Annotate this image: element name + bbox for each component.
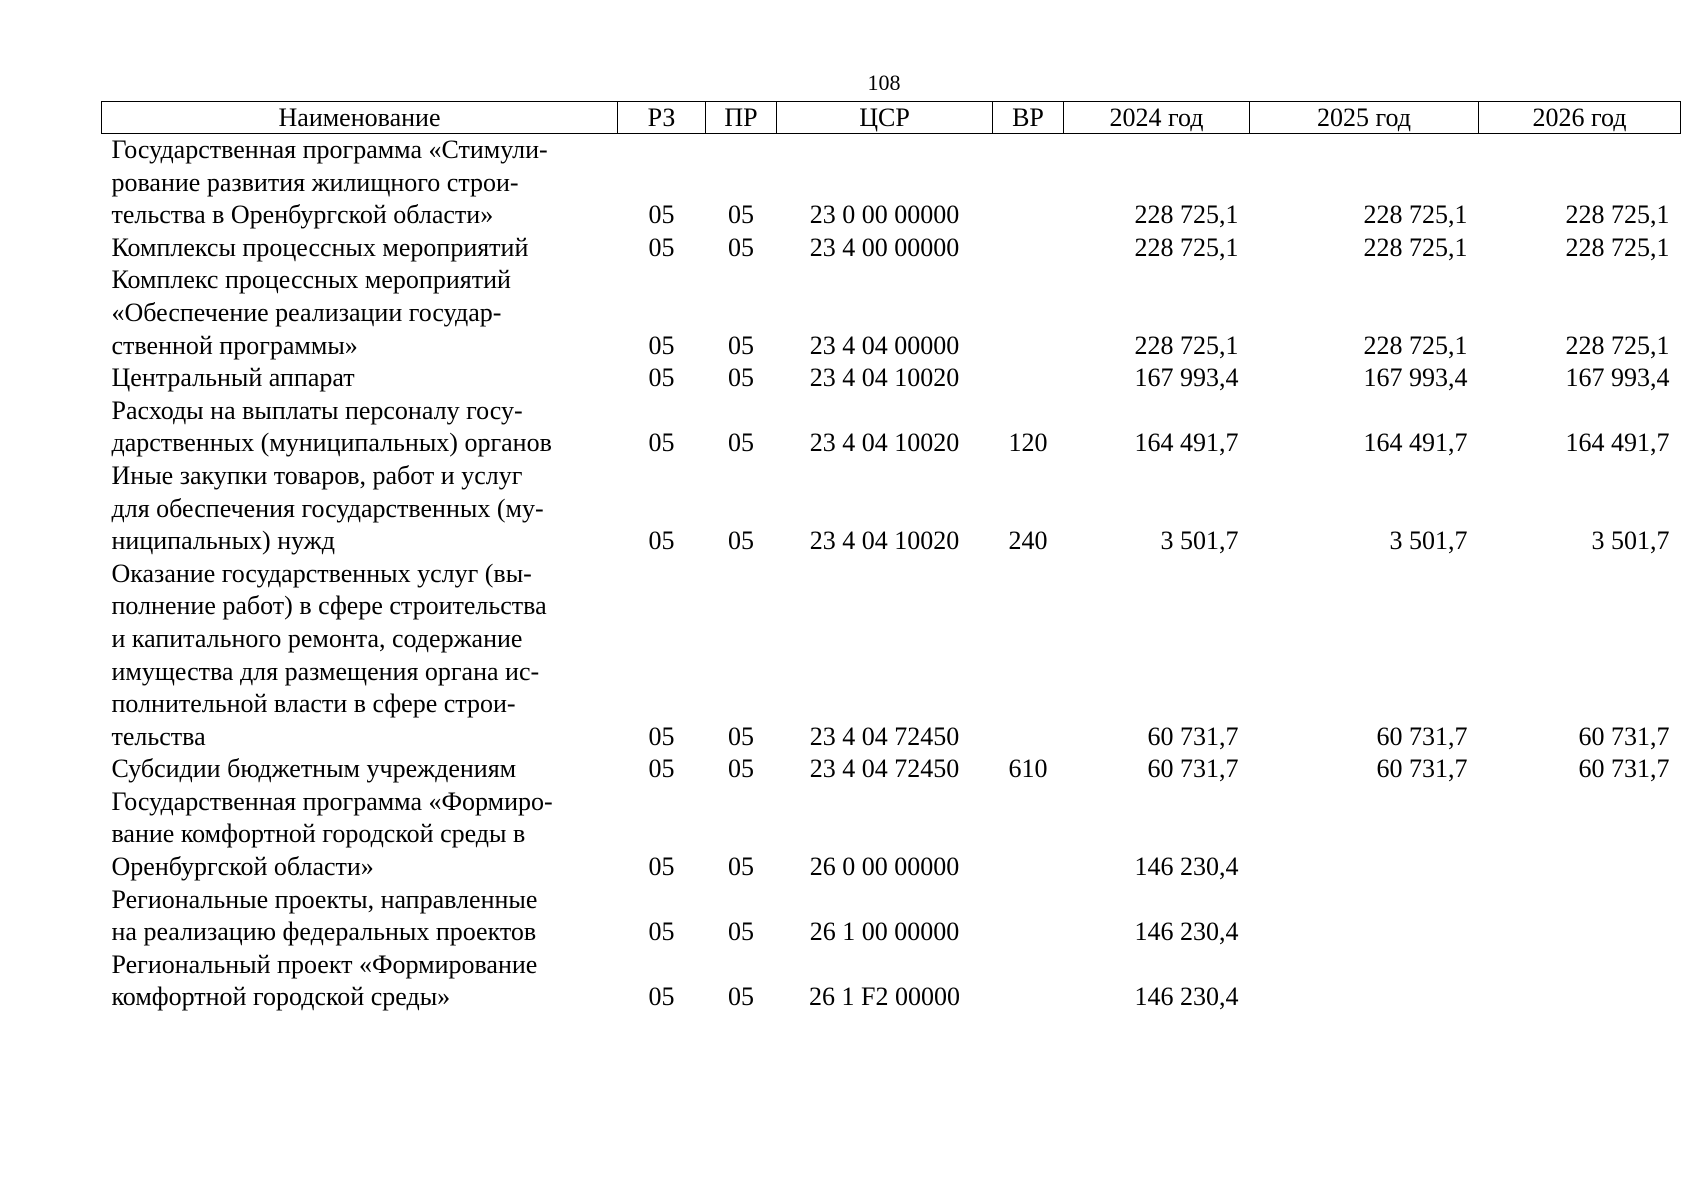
row-2024: 60 731,7 — [1147, 721, 1239, 751]
row-csr: 23 0 00 00000 — [809, 200, 960, 230]
row-pr: 05 — [728, 363, 754, 393]
row-2026: 228 725,1 — [1565, 330, 1670, 360]
row-2024: 228 725,1 — [1134, 200, 1239, 230]
row-2025: 167 993,4 — [1363, 363, 1468, 393]
row-2026: 60 731,7 — [1578, 721, 1670, 751]
row-pr: 05 — [728, 982, 754, 1012]
header-2024: 2024 год — [1064, 102, 1250, 134]
row-name: Иные закупки товаров, работ и услуг для обеспечения государственных (му- ниципальных) нужд — [111, 460, 544, 556]
table-row — [102, 753, 1681, 786]
row-vr — [993, 232, 1064, 265]
row-2026: 228 725,1 — [1565, 200, 1670, 230]
row-2026 — [1479, 884, 1681, 949]
row-2026: 60 731,7 — [1578, 754, 1670, 784]
row-rz: 05 — [648, 428, 675, 458]
row-vr: 610 — [1008, 754, 1048, 784]
row-2025 — [1250, 949, 1479, 1014]
row-vr — [993, 884, 1064, 949]
row-pr: 05 — [728, 721, 754, 751]
table-row — [102, 395, 1681, 460]
header-2025: 2025 год — [1250, 102, 1479, 134]
row-pr: 05 — [728, 428, 754, 458]
header-vr: ВР — [993, 102, 1064, 134]
row-2026: 228 725,1 — [1565, 232, 1670, 262]
row-name: Региональные проекты, направленные на реализацию федеральных проектов — [111, 884, 538, 947]
row-csr: 23 4 04 00000 — [809, 330, 960, 360]
row-rz: 05 — [648, 982, 675, 1012]
row-pr: 05 — [728, 917, 754, 947]
row-pr: 05 — [728, 330, 754, 360]
header-csr: ЦСР — [777, 102, 993, 134]
row-csr: 23 4 04 10020 — [809, 363, 960, 393]
table-row — [102, 786, 1681, 884]
row-2025: 228 725,1 — [1363, 200, 1468, 230]
row-2025 — [1250, 786, 1479, 884]
row-2024: 167 993,4 — [1134, 363, 1239, 393]
row-csr: 23 4 04 72450 — [809, 721, 960, 751]
row-csr: 23 4 00 00000 — [809, 232, 960, 262]
header-row — [102, 102, 1681, 134]
row-rz: 05 — [648, 721, 675, 751]
row-rz: 05 — [648, 200, 675, 230]
row-2024: 164 491,7 — [1134, 428, 1239, 458]
row-2026: 164 491,7 — [1565, 428, 1670, 458]
row-name: Государственная программа «Формиро- вание комфортной городской среды в Оренбургской области» — [111, 786, 553, 882]
row-vr — [993, 134, 1064, 232]
row-2026: 3 501,7 — [1591, 526, 1670, 556]
row-rz: 05 — [648, 363, 675, 393]
row-2025: 228 725,1 — [1363, 330, 1468, 360]
row-csr: 26 0 00 00000 — [809, 852, 960, 882]
row-name: Оказание государственных услуг (вы- полнение работ) в сфере строительства и капитального ремонта, содержание имущества для размещения органа ис- полнительной власти в сфере строи- тельства — [111, 558, 547, 751]
row-2024: 228 725,1 — [1134, 232, 1239, 262]
row-pr: 05 — [728, 200, 754, 230]
row-vr: 240 — [1008, 526, 1048, 556]
row-pr: 05 — [728, 754, 754, 784]
row-2024: 146 230,4 — [1134, 917, 1239, 947]
row-vr — [993, 264, 1064, 362]
header-rz: РЗ — [618, 102, 706, 134]
table-row — [102, 134, 1681, 232]
table-row — [102, 884, 1681, 949]
row-2025: 164 491,7 — [1363, 428, 1468, 458]
row-rz: 05 — [648, 330, 675, 360]
row-csr: 26 1 00 00000 — [809, 917, 960, 947]
table-row — [102, 949, 1681, 1014]
row-2024: 60 731,7 — [1147, 754, 1239, 784]
row-csr: 23 4 04 72450 — [809, 754, 960, 784]
row-2024: 146 230,4 — [1134, 982, 1239, 1012]
row-csr: 23 4 04 10020 — [809, 526, 960, 556]
row-csr: 26 1 F2 00000 — [809, 982, 960, 1012]
row-name: Субсидии бюджетным учреждениям — [111, 754, 517, 784]
row-vr — [993, 362, 1064, 395]
row-2024: 146 230,4 — [1134, 852, 1239, 882]
row-pr: 05 — [728, 526, 754, 556]
table-row — [102, 460, 1681, 558]
row-name: Центральный аппарат — [111, 363, 355, 393]
row-name: Комплекс процессных мероприятий «Обеспечение реализации государ- ственной программы» — [111, 265, 511, 360]
row-2026: 167 993,4 — [1565, 363, 1670, 393]
row-name: Расходы на выплаты персоналу госу- дарственных (муниципальных) органов — [111, 395, 552, 458]
row-rz: 05 — [648, 526, 675, 556]
budget-table — [101, 101, 1681, 1014]
row-pr: 05 — [728, 852, 754, 882]
row-2025: 60 731,7 — [1376, 754, 1468, 784]
row-2025 — [1250, 884, 1479, 949]
row-vr: 120 — [1008, 428, 1048, 458]
table-row — [102, 558, 1681, 754]
row-2024: 228 725,1 — [1134, 330, 1239, 360]
row-2025: 228 725,1 — [1363, 232, 1468, 262]
row-name: Региональный проект «Формирование комфортной городской среды» — [111, 949, 538, 1012]
page-number: 108 — [867, 70, 901, 95]
table-row — [102, 232, 1681, 265]
table-body — [102, 134, 1681, 1015]
row-vr — [993, 949, 1064, 1014]
header-2026: 2026 год — [1479, 102, 1681, 134]
row-2025: 3 501,7 — [1389, 526, 1468, 556]
row-2024: 3 501,7 — [1160, 526, 1239, 556]
row-name: Государственная программа «Стимули- рование развития жилищного строи- тельства в Оренбургской области» — [111, 135, 548, 230]
row-csr: 23 4 04 10020 — [809, 428, 960, 458]
row-vr — [993, 558, 1064, 754]
row-pr: 05 — [728, 232, 754, 262]
row-rz: 05 — [648, 754, 675, 784]
table-header — [102, 102, 1681, 134]
row-rz: 05 — [648, 917, 675, 947]
row-2026 — [1479, 949, 1681, 1014]
header-pr: ПР — [706, 102, 777, 134]
row-rz: 05 — [648, 232, 675, 262]
table-row — [102, 264, 1681, 362]
row-2026 — [1479, 786, 1681, 884]
row-2025: 60 731,7 — [1376, 721, 1468, 751]
row-name: Комплексы процессных мероприятий — [111, 232, 529, 262]
header-name: Наименование — [102, 102, 618, 134]
row-vr — [993, 786, 1064, 884]
row-rz: 05 — [648, 852, 675, 882]
table-row — [102, 362, 1681, 395]
